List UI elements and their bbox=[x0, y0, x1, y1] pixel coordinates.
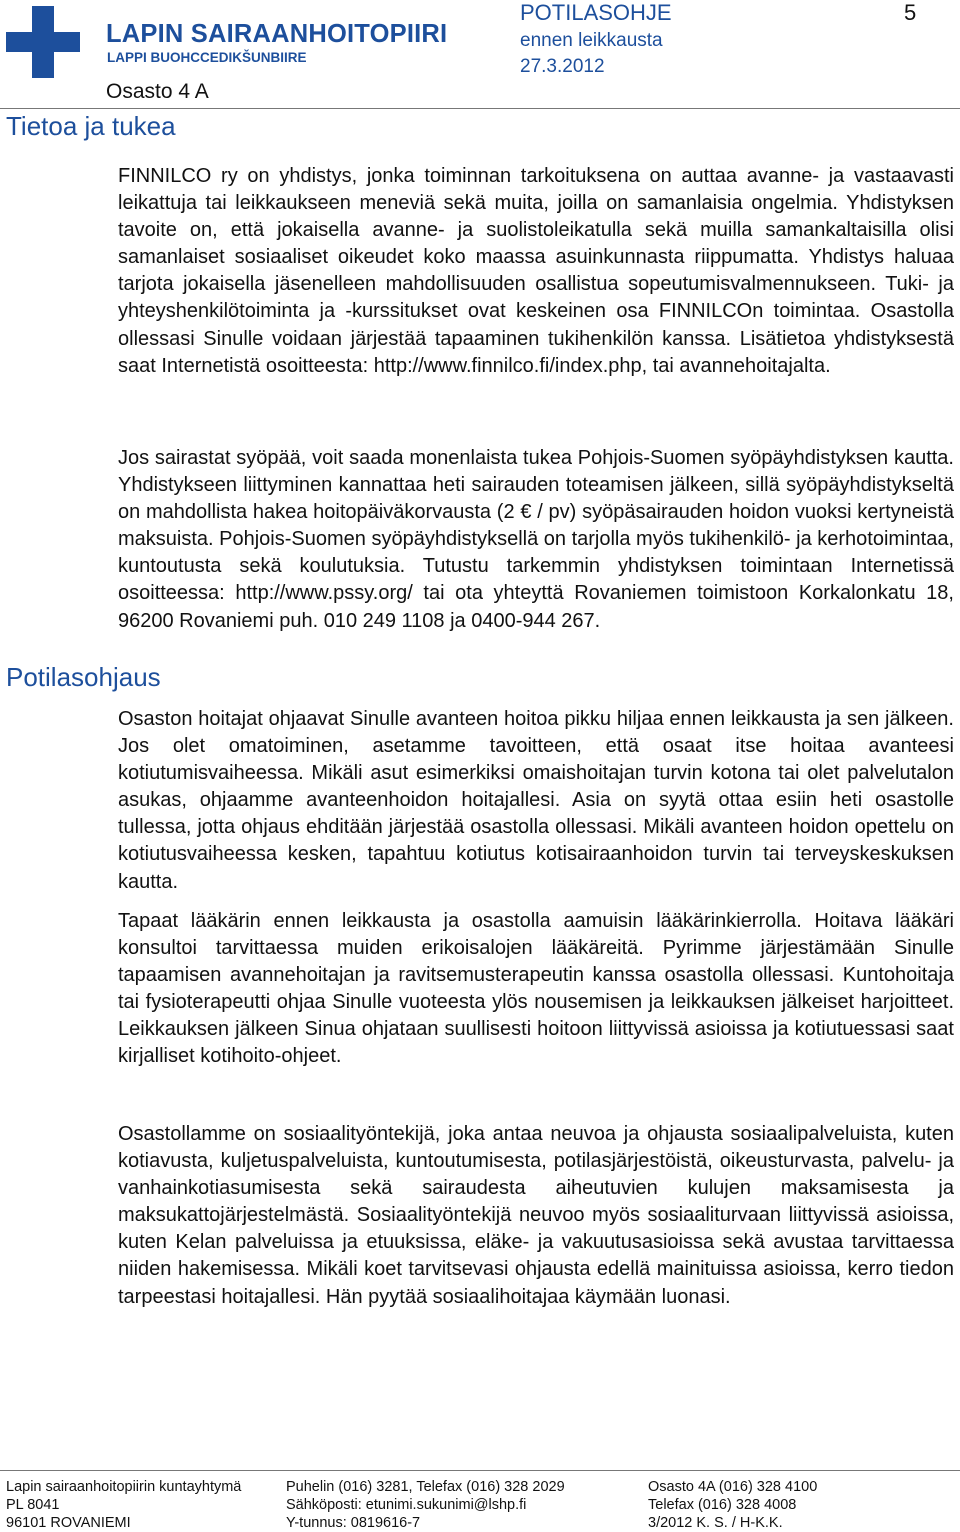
footer-contact bbox=[286, 1478, 565, 1532]
paragraph-finnilco: FINNILCO ry on yhdistys, jonka toiminnan tarkoituksena on auttaa avanne- ja vastaavasti leikattuja tai leikkaukseen meneviä sekä muita, joilla on samanlaisia ongelmia. Yhdistyksen tavoite on, että jokaisella avanne- ja suolistoleikatulla sekä muilla samankaltaisilla olisi samanlaiset sosiaaliset oikeudet koko maassa asuinkunnasta riippumatta. Yhdistys haluaa tarjota jokaisella jäsenelleen mahdollisuuden osallistua sopeutumisvalmennukseen. Tuki- ja yhteyshenkilötoiminta ja -kurssitukset ovat keskeinen osa FINNILCOn toimintaa. Osastolla ollessasi Sinulle voidaan järjestää tapaaminen tukihenkilön kanssa. Lisätietoa yhdistyksestä saat Internetistä osoitteesta: http://www.finnilco.fi/index.php, tai avannehoitajalta. bbox=[118, 165, 954, 377]
footer-divider bbox=[0, 1470, 960, 1471]
footer-line: Puhelin (016) 3281, Telefax (016) 328 2029 bbox=[286, 1479, 565, 1495]
paragraph-avanteen-hoito: Osaston hoitajat ohjaavat Sinulle avanteen hoitoa pikku hiljaa ennen leikkausta ja sen jälkeen. Jos olet omatoiminen, asetamme tavoitteen, että osaat itse hoitaa avanteesi kotiutumisvaiheessa. Mikäli asut esimerkiksi omaishoitajan turvin kotona tai olet palvelutalon asukas, ohjaamme avanteenhoidon hoitajallesi. Asia on syytä ottaa esiin heti osastolle tullessa, jotta ohjaus ehditään järjestää osastolla ollessasi. Mikäli avanteen hoidon opettelu on kotiutusvaiheessa kesken, tapahtuu kotiutus kotisairaanhoidon turvin tai terveyskeskuksen kautta. bbox=[118, 708, 954, 893]
footer-ward-contact bbox=[648, 1478, 817, 1532]
footer-line: 3/2012 K. S. / H-K.K. bbox=[648, 1515, 783, 1531]
page-number: 5 bbox=[904, 0, 917, 25]
organization-subtitle: LAPPI BUOHCCEDIKŠUNBIIRE bbox=[107, 50, 307, 65]
hospital-cross-logo-icon bbox=[6, 6, 80, 78]
footer-address bbox=[6, 1478, 241, 1532]
organization-name: LAPIN SAIRAANHOITOPIIRI bbox=[106, 20, 448, 48]
footer-line: Lapin sairaanhoitopiirin kuntayhtymä bbox=[6, 1479, 242, 1495]
footer-line: Y-tunnus: 0819616-7 bbox=[286, 1515, 421, 1531]
footer-line: Osasto 4A (016) 328 4100 bbox=[648, 1479, 818, 1495]
header-divider bbox=[0, 108, 960, 109]
document-subtitle: ennen leikkausta bbox=[520, 30, 663, 51]
ward-name: Osasto 4 A bbox=[106, 80, 209, 103]
footer-line: 96101 ROVANIEMI bbox=[6, 1515, 131, 1531]
paragraph-syopayhdistys: Jos sairastat syöpää, voit saada monenlaista tukea Pohjois-Suomen syöpäyhdistyksen kautta. Yhdistykseen liittyminen kannattaa heti sairauden toteamisen jälkeen, sillä syöpäyhdistykseltä on mahdollista hakea hoitopäiväkorvausta (2 € / pv) syöpäsairauden hoidon vuoksi kertyneistä maksuista. Pohjois-Suomen syöpäyhdistyksellä on tarjolla myös tukihenkilö- ja kerhotoimintaa, kuntoutusta sekä koulutuksia. Tutustu tarkemmin yhdistyksen toimintaan Internetissä osoitteessa: http://www.pssy.org/ tai ota yhteyttä Rovaniemen toimistoon Korkalonkatu 18, 96200 Rovaniemi puh. 010 249 1108 ja 0400-944 267. bbox=[118, 447, 954, 632]
paragraph-laakari: Tapaat lääkärin ennen leikkausta ja osastolla aamuisin lääkärinkierrolla. Hoitava lääkäri konsultoi tarvittaessa muiden erikoisalojen lääkäreitä. Pyrimme järjestämään Sinulle tapaamisen avannehoitajan ja ravitsemusterapeutin kanssa osastolla ollessasi. Kuntohoitaja tai fysioterapeutti ohjaa Sinulle vuoteesta ylös nousemisen ja leikkauksen jälkeiset harjoitteet. Leikkauksen jälkeen Sinua ohjataan suullisesti hoitoon liittyvissä asioissa ja kotiutuessasi saat kirjalliset kotihoito-ohjeet. bbox=[118, 910, 954, 1068]
footer-line: PL 8041 bbox=[6, 1497, 60, 1513]
section-heading-potilasohjaus: Potilasohjaus bbox=[6, 662, 161, 692]
document-date: 27.3.2012 bbox=[520, 56, 605, 77]
footer-line: Sähköposti: etunimi.sukunimi@lshp.fi bbox=[286, 1497, 527, 1513]
document-type: POTILASOHJE bbox=[520, 0, 672, 25]
paragraph-sosiaalityontekija: Osastollamme on sosiaalityöntekijä, joka antaa neuvoa ja ohjausta sosiaalipalveluista, kuten kotiavusta, kuljetuspalveluista, kuntoutumisesta, potilasjärjestöistä, oikeusturvasta, palvelu- ja vanhainkotiasumisesta sekä sairaudesta aiheutuvien kulujen maksamisesta ja maksukattojärjestelmästä. Sosiaalityöntekijä neuvoo myös sosiaaliturvaan liittyvissä asioissa, kuten Kelan palveluissa ja etuuksissa, eläke- ja vakuutusasioissa sekä avustaa tarvittaessa niiden hakemisessa. Mikäli koet tarvitsevasi ohjausta edellä mainituissa asioissa, kerro tiedon tarpeestasi hoitajallesi. Hän pyytää sosiaalihoitajaa käymään luonasi. bbox=[118, 1123, 954, 1308]
footer-line: Telefax (016) 328 4008 bbox=[648, 1497, 797, 1513]
section-heading-tietoa-ja-tukea: Tietoa ja tukea bbox=[6, 111, 176, 141]
